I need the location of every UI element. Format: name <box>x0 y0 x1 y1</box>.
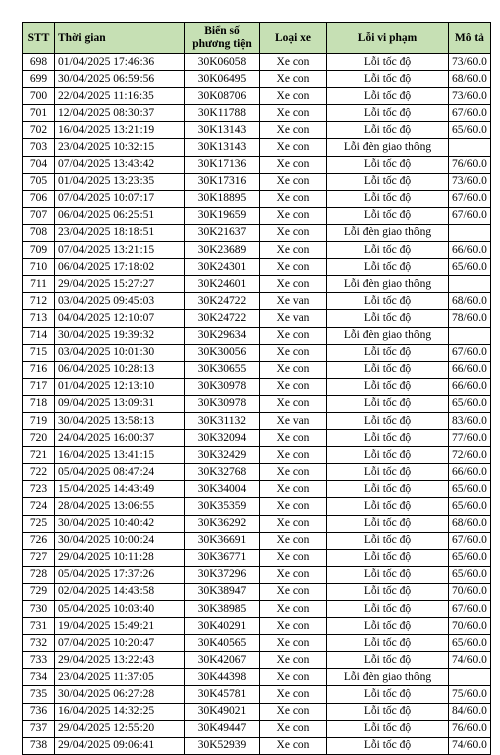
cell-violation: Lỗi đèn giao thông <box>327 224 449 241</box>
cell-plate: 30K08706 <box>185 88 260 105</box>
cell-time: 29/04/2025 12:55:20 <box>55 720 185 737</box>
cell-vehicle-type: Xe con <box>260 276 327 293</box>
cell-plate: 30K49021 <box>185 703 260 720</box>
cell-plate: 30K38985 <box>185 601 260 618</box>
cell-stt: 702 <box>23 122 55 139</box>
cell-description: 70/60.0 <box>449 618 491 635</box>
table-row <box>23 344 491 361</box>
cell-plate: 30K30978 <box>185 378 260 395</box>
cell-time: 03/04/2025 09:45:03 <box>55 293 185 310</box>
cell-stt: 712 <box>23 293 55 310</box>
table-row <box>23 737 491 754</box>
cell-violation: Lỗi tốc độ <box>327 720 449 737</box>
cell-plate: 30K24722 <box>185 310 260 327</box>
cell-time: 30/04/2025 06:59:56 <box>55 71 185 88</box>
table-row <box>23 686 491 703</box>
table-row <box>23 481 491 498</box>
cell-violation: Lỗi tốc độ <box>327 737 449 754</box>
table-row <box>23 242 491 259</box>
cell-vehicle-type: Xe con <box>260 105 327 122</box>
cell-plate: 30K36691 <box>185 532 260 549</box>
cell-plate: 30K24601 <box>185 276 260 293</box>
cell-description: 65/60.0 <box>449 498 491 515</box>
cell-time: 30/04/2025 06:27:28 <box>55 686 185 703</box>
cell-violation: Lỗi tốc độ <box>327 464 449 481</box>
cell-vehicle-type: Xe con <box>260 173 327 190</box>
cell-time: 06/04/2025 10:28:13 <box>55 361 185 378</box>
cell-stt: 726 <box>23 532 55 549</box>
cell-vehicle-type: Xe con <box>260 71 327 88</box>
cell-time: 22/04/2025 11:16:35 <box>55 88 185 105</box>
cell-violation: Lỗi tốc độ <box>327 532 449 549</box>
cell-vehicle-type: Xe con <box>260 361 327 378</box>
cell-vehicle-type: Xe con <box>260 378 327 395</box>
cell-plate: 30K38947 <box>185 583 260 600</box>
cell-violation: Lỗi tốc độ <box>327 703 449 720</box>
table-row <box>23 549 491 566</box>
cell-vehicle-type: Xe con <box>260 737 327 754</box>
cell-stt: 738 <box>23 737 55 754</box>
cell-plate: 30K17316 <box>185 173 260 190</box>
cell-violation: Lỗi tốc độ <box>327 88 449 105</box>
cell-plate: 30K35359 <box>185 498 260 515</box>
cell-violation: Lỗi tốc độ <box>327 686 449 703</box>
cell-violation: Lỗi tốc độ <box>327 412 449 429</box>
cell-plate: 30K21637 <box>185 224 260 241</box>
cell-vehicle-type: Xe con <box>260 344 327 361</box>
cell-time: 30/04/2025 13:58:13 <box>55 412 185 429</box>
cell-plate: 30K17136 <box>185 156 260 173</box>
cell-time: 04/04/2025 12:10:07 <box>55 310 185 327</box>
table-row <box>23 327 491 344</box>
cell-vehicle-type: Xe con <box>260 652 327 669</box>
cell-description: 66/60.0 <box>449 464 491 481</box>
cell-violation: Lỗi tốc độ <box>327 122 449 139</box>
table-row <box>23 618 491 635</box>
cell-time: 07/04/2025 10:07:17 <box>55 190 185 207</box>
cell-stt: 700 <box>23 88 55 105</box>
table-row <box>23 498 491 515</box>
cell-violation: Lỗi tốc độ <box>327 156 449 173</box>
cell-vehicle-type: Xe van <box>260 293 327 310</box>
cell-time: 19/04/2025 15:49:21 <box>55 618 185 635</box>
cell-time: 23/04/2025 11:37:05 <box>55 669 185 686</box>
cell-stt: 713 <box>23 310 55 327</box>
cell-time: 29/04/2025 10:11:28 <box>55 549 185 566</box>
cell-description: 76/60.0 <box>449 720 491 737</box>
cell-plate: 30K29634 <box>185 327 260 344</box>
cell-time: 06/04/2025 06:25:51 <box>55 207 185 224</box>
cell-description: 65/60.0 <box>449 259 491 276</box>
cell-vehicle-type: Xe con <box>260 122 327 139</box>
cell-violation: Lỗi tốc độ <box>327 601 449 618</box>
cell-time: 24/04/2025 16:00:37 <box>55 430 185 447</box>
violations-sheet <box>22 22 491 755</box>
cell-time: 15/04/2025 14:43:49 <box>55 481 185 498</box>
cell-time: 28/04/2025 13:06:55 <box>55 498 185 515</box>
cell-stt: 718 <box>23 395 55 412</box>
table-row <box>23 54 491 71</box>
cell-vehicle-type: Xe con <box>260 583 327 600</box>
cell-description: 67/60.0 <box>449 344 491 361</box>
table-header <box>23 23 491 54</box>
cell-vehicle-type: Xe con <box>260 259 327 276</box>
cell-violation: Lỗi tốc độ <box>327 361 449 378</box>
cell-stt: 719 <box>23 412 55 429</box>
violations-table <box>22 22 491 755</box>
cell-stt: 736 <box>23 703 55 720</box>
cell-plate: 30K06058 <box>185 54 260 71</box>
cell-time: 29/04/2025 13:22:43 <box>55 652 185 669</box>
cell-plate: 30K13143 <box>185 122 260 139</box>
cell-vehicle-type: Xe con <box>260 242 327 259</box>
cell-violation: Lỗi tốc độ <box>327 105 449 122</box>
cell-description: 72/60.0 <box>449 447 491 464</box>
cell-time: 23/04/2025 18:18:51 <box>55 224 185 241</box>
cell-violation: Lỗi đèn giao thông <box>327 669 449 686</box>
cell-violation: Lỗi tốc độ <box>327 652 449 669</box>
header-time: Thời gian <box>55 23 185 54</box>
table-row <box>23 447 491 464</box>
cell-violation: Lỗi tốc độ <box>327 310 449 327</box>
table-row <box>23 259 491 276</box>
header-plate: Biển số phương tiện <box>185 23 260 54</box>
cell-stt: 707 <box>23 207 55 224</box>
cell-violation: Lỗi tốc độ <box>327 344 449 361</box>
cell-time: 06/04/2025 17:18:02 <box>55 259 185 276</box>
cell-vehicle-type: Xe con <box>260 566 327 583</box>
table-row <box>23 566 491 583</box>
cell-plate: 30K11788 <box>185 105 260 122</box>
cell-stt: 710 <box>23 259 55 276</box>
cell-description: 65/60.0 <box>449 481 491 498</box>
cell-time: 05/04/2025 17:37:26 <box>55 566 185 583</box>
cell-stt: 715 <box>23 344 55 361</box>
cell-description <box>449 139 491 156</box>
cell-violation: Lỗi tốc độ <box>327 54 449 71</box>
cell-description: 68/60.0 <box>449 293 491 310</box>
table-row <box>23 224 491 241</box>
cell-plate: 30K37296 <box>185 566 260 583</box>
cell-vehicle-type: Xe con <box>260 549 327 566</box>
cell-time: 23/04/2025 10:32:15 <box>55 139 185 156</box>
cell-violation: Lỗi tốc độ <box>327 259 449 276</box>
table-row <box>23 430 491 447</box>
cell-vehicle-type: Xe con <box>260 635 327 652</box>
table-row <box>23 378 491 395</box>
table-row <box>23 515 491 532</box>
cell-plate: 30K36771 <box>185 549 260 566</box>
cell-stt: 725 <box>23 515 55 532</box>
cell-vehicle-type: Xe con <box>260 720 327 737</box>
cell-time: 30/04/2025 10:40:42 <box>55 515 185 532</box>
cell-stt: 711 <box>23 276 55 293</box>
cell-time: 07/04/2025 10:20:47 <box>55 635 185 652</box>
cell-stt: 716 <box>23 361 55 378</box>
cell-description: 66/60.0 <box>449 242 491 259</box>
cell-plate: 30K19659 <box>185 207 260 224</box>
cell-vehicle-type: Xe con <box>260 156 327 173</box>
cell-stt: 737 <box>23 720 55 737</box>
cell-plate: 30K34004 <box>185 481 260 498</box>
cell-description: 67/60.0 <box>449 190 491 207</box>
cell-description: 67/60.0 <box>449 105 491 122</box>
table-row <box>23 156 491 173</box>
cell-violation: Lỗi tốc độ <box>327 293 449 310</box>
table-row <box>23 635 491 652</box>
table-row <box>23 71 491 88</box>
cell-plate: 30K40565 <box>185 635 260 652</box>
cell-time: 03/04/2025 10:01:30 <box>55 344 185 361</box>
cell-plate: 30K30655 <box>185 361 260 378</box>
cell-vehicle-type: Xe con <box>260 669 327 686</box>
cell-vehicle-type: Xe van <box>260 412 327 429</box>
cell-violation: Lỗi tốc độ <box>327 515 449 532</box>
cell-plate: 30K45781 <box>185 686 260 703</box>
cell-plate: 30K52939 <box>185 737 260 754</box>
cell-stt: 723 <box>23 481 55 498</box>
cell-time: 01/04/2025 17:46:36 <box>55 54 185 71</box>
cell-violation: Lỗi tốc độ <box>327 207 449 224</box>
cell-time: 07/04/2025 13:21:15 <box>55 242 185 259</box>
cell-vehicle-type: Xe con <box>260 139 327 156</box>
cell-description: 65/60.0 <box>449 566 491 583</box>
cell-description: 83/60.0 <box>449 412 491 429</box>
cell-description: 75/60.0 <box>449 686 491 703</box>
cell-time: 30/04/2025 10:00:24 <box>55 532 185 549</box>
header-violation: Lỗi vi phạm <box>327 23 449 54</box>
table-row <box>23 583 491 600</box>
cell-vehicle-type: Xe con <box>260 327 327 344</box>
cell-time: 16/04/2025 13:21:19 <box>55 122 185 139</box>
cell-plate: 30K36292 <box>185 515 260 532</box>
cell-vehicle-type: Xe con <box>260 447 327 464</box>
table-row <box>23 88 491 105</box>
cell-stt: 704 <box>23 156 55 173</box>
cell-vehicle-type: Xe con <box>260 430 327 447</box>
cell-description: 84/60.0 <box>449 703 491 720</box>
cell-description: 65/60.0 <box>449 635 491 652</box>
table-row <box>23 190 491 207</box>
cell-description: 66/60.0 <box>449 361 491 378</box>
cell-vehicle-type: Xe con <box>260 601 327 618</box>
table-row <box>23 412 491 429</box>
cell-stt: 722 <box>23 464 55 481</box>
cell-violation: Lỗi tốc độ <box>327 481 449 498</box>
cell-stt: 706 <box>23 190 55 207</box>
cell-description: 67/60.0 <box>449 601 491 618</box>
cell-vehicle-type: Xe con <box>260 532 327 549</box>
cell-vehicle-type: Xe con <box>260 207 327 224</box>
cell-vehicle-type: Xe con <box>260 498 327 515</box>
cell-violation: Lỗi tốc độ <box>327 242 449 259</box>
cell-vehicle-type: Xe con <box>260 54 327 71</box>
cell-description <box>449 327 491 344</box>
cell-description: 73/60.0 <box>449 54 491 71</box>
cell-violation: Lỗi tốc độ <box>327 395 449 412</box>
header-vehicle-type: Loại xe <box>260 23 327 54</box>
table-row <box>23 669 491 686</box>
cell-violation: Lỗi đèn giao thông <box>327 327 449 344</box>
cell-plate: 30K44398 <box>185 669 260 686</box>
cell-vehicle-type: Xe con <box>260 395 327 412</box>
cell-stt: 720 <box>23 430 55 447</box>
cell-time: 16/04/2025 13:41:15 <box>55 447 185 464</box>
table-row <box>23 601 491 618</box>
cell-time: 02/04/2025 14:43:58 <box>55 583 185 600</box>
cell-stt: 734 <box>23 669 55 686</box>
cell-description: 68/60.0 <box>449 71 491 88</box>
cell-description: 67/60.0 <box>449 532 491 549</box>
cell-vehicle-type: Xe con <box>260 224 327 241</box>
cell-description: 65/60.0 <box>449 549 491 566</box>
cell-plate: 30K24301 <box>185 259 260 276</box>
cell-violation: Lỗi đèn giao thông <box>327 139 449 156</box>
cell-description: 73/60.0 <box>449 173 491 190</box>
cell-stt: 705 <box>23 173 55 190</box>
cell-time: 16/04/2025 14:32:25 <box>55 703 185 720</box>
cell-stt: 730 <box>23 601 55 618</box>
table-row <box>23 310 491 327</box>
cell-violation: Lỗi tốc độ <box>327 173 449 190</box>
cell-description: 65/60.0 <box>449 122 491 139</box>
cell-plate: 30K06495 <box>185 71 260 88</box>
cell-violation: Lỗi tốc độ <box>327 618 449 635</box>
cell-violation: Lỗi tốc độ <box>327 71 449 88</box>
table-row <box>23 361 491 378</box>
cell-stt: 729 <box>23 583 55 600</box>
cell-time: 05/04/2025 10:03:40 <box>55 601 185 618</box>
cell-plate: 30K30056 <box>185 344 260 361</box>
cell-plate: 30K42067 <box>185 652 260 669</box>
cell-violation: Lỗi tốc độ <box>327 447 449 464</box>
cell-violation: Lỗi tốc độ <box>327 566 449 583</box>
table-body <box>23 54 491 755</box>
cell-plate: 30K23689 <box>185 242 260 259</box>
cell-time: 09/04/2025 13:09:31 <box>55 395 185 412</box>
table-row <box>23 703 491 720</box>
cell-stt: 701 <box>23 105 55 122</box>
table-row <box>23 276 491 293</box>
cell-plate: 30K32429 <box>185 447 260 464</box>
cell-description: 65/60.0 <box>449 395 491 412</box>
cell-vehicle-type: Xe con <box>260 686 327 703</box>
cell-vehicle-type: Xe van <box>260 310 327 327</box>
cell-plate: 30K30978 <box>185 395 260 412</box>
cell-vehicle-type: Xe con <box>260 464 327 481</box>
cell-description: 73/60.0 <box>449 88 491 105</box>
cell-violation: Lỗi đèn giao thông <box>327 276 449 293</box>
cell-time: 30/04/2025 19:39:32 <box>55 327 185 344</box>
cell-stt: 733 <box>23 652 55 669</box>
cell-stt: 699 <box>23 71 55 88</box>
cell-stt: 708 <box>23 224 55 241</box>
cell-time: 01/04/2025 13:23:35 <box>55 173 185 190</box>
cell-description: 66/60.0 <box>449 378 491 395</box>
cell-vehicle-type: Xe con <box>260 515 327 532</box>
cell-time: 29/04/2025 15:27:27 <box>55 276 185 293</box>
cell-violation: Lỗi tốc độ <box>327 583 449 600</box>
cell-stt: 698 <box>23 54 55 71</box>
cell-stt: 721 <box>23 447 55 464</box>
cell-plate: 30K24722 <box>185 293 260 310</box>
cell-violation: Lỗi tốc độ <box>327 190 449 207</box>
cell-description: 70/60.0 <box>449 583 491 600</box>
cell-description: 78/60.0 <box>449 310 491 327</box>
cell-violation: Lỗi tốc độ <box>327 430 449 447</box>
cell-stt: 703 <box>23 139 55 156</box>
cell-time: 05/04/2025 08:47:24 <box>55 464 185 481</box>
cell-plate: 30K40291 <box>185 618 260 635</box>
cell-stt: 724 <box>23 498 55 515</box>
cell-time: 07/04/2025 13:43:42 <box>55 156 185 173</box>
cell-vehicle-type: Xe con <box>260 190 327 207</box>
table-row <box>23 105 491 122</box>
cell-violation: Lỗi tốc độ <box>327 549 449 566</box>
table-row <box>23 720 491 737</box>
cell-stt: 732 <box>23 635 55 652</box>
table-row <box>23 464 491 481</box>
cell-vehicle-type: Xe con <box>260 481 327 498</box>
cell-plate: 30K32094 <box>185 430 260 447</box>
cell-vehicle-type: Xe con <box>260 88 327 105</box>
cell-plate: 30K13143 <box>185 139 260 156</box>
table-row <box>23 395 491 412</box>
cell-plate: 30K32768 <box>185 464 260 481</box>
table-row <box>23 173 491 190</box>
cell-stt: 731 <box>23 618 55 635</box>
cell-stt: 714 <box>23 327 55 344</box>
table-row <box>23 122 491 139</box>
cell-violation: Lỗi tốc độ <box>327 498 449 515</box>
cell-time: 29/04/2025 09:06:41 <box>55 737 185 754</box>
header-stt: STT <box>23 23 55 54</box>
cell-description: 67/60.0 <box>449 207 491 224</box>
cell-violation: Lỗi tốc độ <box>327 378 449 395</box>
cell-violation: Lỗi tốc độ <box>327 635 449 652</box>
table-row <box>23 532 491 549</box>
cell-stt: 709 <box>23 242 55 259</box>
cell-stt: 717 <box>23 378 55 395</box>
cell-description: 76/60.0 <box>449 156 491 173</box>
table-row <box>23 652 491 669</box>
cell-vehicle-type: Xe con <box>260 703 327 720</box>
table-row <box>23 207 491 224</box>
cell-description: 68/60.0 <box>449 515 491 532</box>
cell-description <box>449 669 491 686</box>
table-row <box>23 293 491 310</box>
cell-time: 12/04/2025 08:30:37 <box>55 105 185 122</box>
cell-description: 74/60.0 <box>449 652 491 669</box>
cell-vehicle-type: Xe con <box>260 618 327 635</box>
cell-plate: 30K31132 <box>185 412 260 429</box>
cell-plate: 30K18895 <box>185 190 260 207</box>
cell-stt: 728 <box>23 566 55 583</box>
cell-stt: 727 <box>23 549 55 566</box>
cell-time: 01/04/2025 12:13:10 <box>55 378 185 395</box>
header-row <box>23 23 491 54</box>
cell-description: 74/60.0 <box>449 737 491 754</box>
cell-description: 77/60.0 <box>449 430 491 447</box>
header-description: Mô tả <box>449 23 491 54</box>
cell-description <box>449 276 491 293</box>
table-row <box>23 139 491 156</box>
cell-plate: 30K49447 <box>185 720 260 737</box>
cell-description <box>449 224 491 241</box>
cell-stt: 735 <box>23 686 55 703</box>
